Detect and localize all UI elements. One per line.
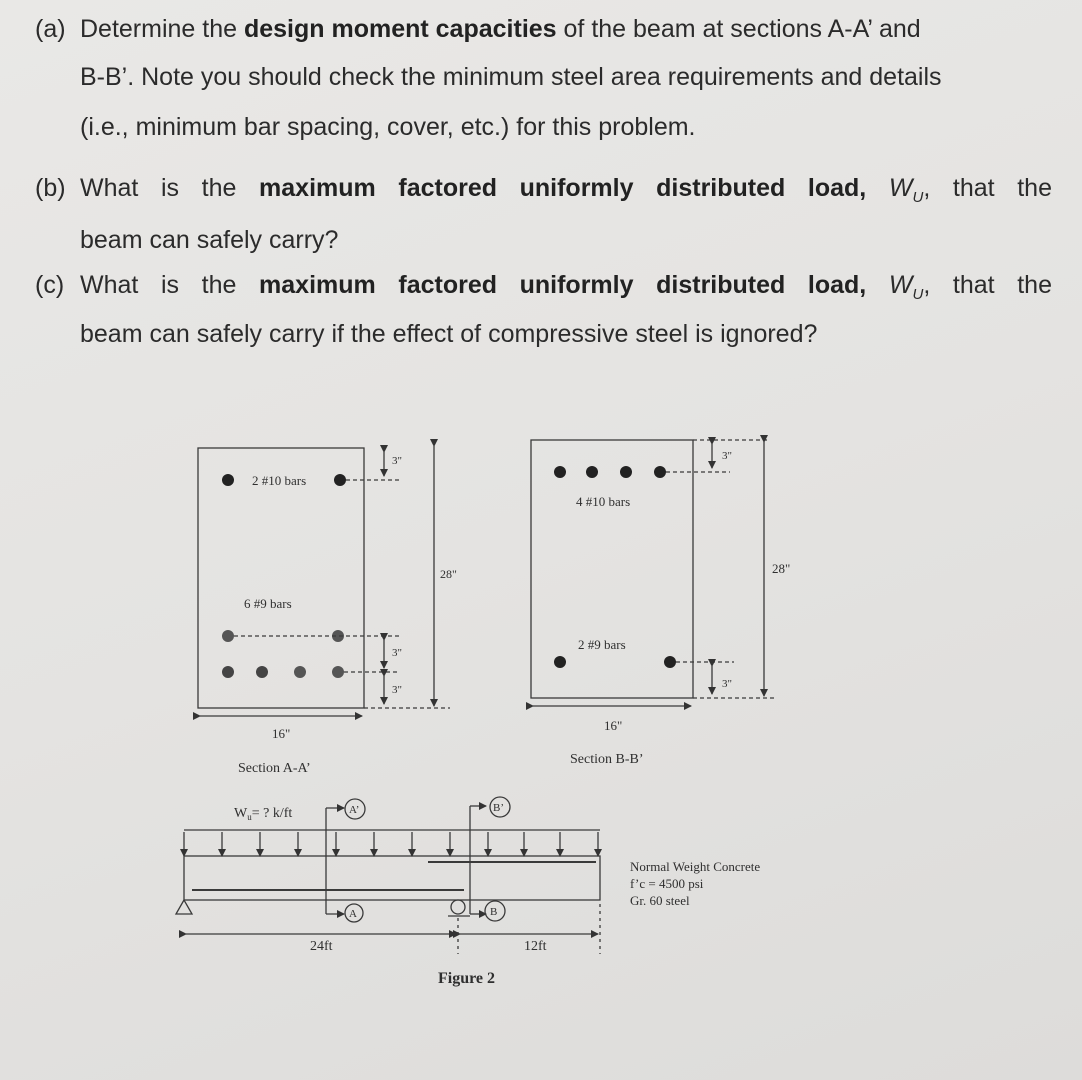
rebar-bottom — [664, 656, 676, 668]
rebar-top — [654, 466, 666, 478]
span-2-label: 12ft — [524, 939, 547, 954]
question-text-line: B-B’. Note you should check the minimum steel area requirements and details — [80, 63, 942, 91]
rebar-bottom — [256, 666, 268, 678]
rebar-top — [334, 474, 346, 486]
load-arrows — [184, 832, 598, 856]
label-cover-bot1-aa: 3" — [392, 647, 402, 659]
marker-a-top-label: A’ — [349, 804, 360, 816]
question-label: (a) — [35, 15, 66, 43]
label-cover-bot-bb: 3" — [722, 678, 732, 690]
pin-support — [176, 900, 192, 914]
rebar-bottom — [294, 666, 306, 678]
caption-section-bb: Section B-B’ — [570, 752, 644, 767]
caption-section-aa: Section A-A’ — [238, 761, 311, 776]
rebar-top — [620, 466, 632, 478]
label-width-bb: 16" — [604, 718, 623, 733]
marker-a-bot-label: A — [349, 908, 357, 920]
roller-support — [451, 900, 465, 914]
rebar-bottom — [332, 666, 344, 678]
question-label: (c) — [35, 271, 65, 299]
question-text-line: Determine the design moment capacities of the beam at sections A-A’ and — [80, 15, 921, 43]
section-aa — [198, 446, 450, 716]
label-depth-aa: 28" — [440, 567, 457, 581]
load-label: $W_u=$ ? k/ft — [234, 806, 293, 822]
rebar-bottom — [222, 666, 234, 678]
marker-b-bot-label: B — [490, 906, 498, 918]
section-bb — [531, 440, 776, 706]
material-concrete: Normal Weight Concrete — [630, 859, 761, 874]
rebar-bottom — [222, 630, 234, 642]
material-fc: f’c = 4500 psi — [630, 876, 704, 891]
material-steel: Gr. 60 steel — [630, 893, 690, 908]
label-cover-top-bb: 3" — [722, 450, 732, 462]
question-text-line: (i.e., minimum bar spacing, cover, etc.) for this problem. — [80, 113, 696, 141]
label-cover-top-aa: 3" — [392, 455, 402, 467]
label-bottom-bars-aa: 6 #9 bars — [244, 596, 292, 611]
question-text-line: What is the maximum factored uniformly distributed load, $W_U$, that the — [80, 174, 1052, 206]
question-text-line: beam can safely carry if the effect of compressive steel is ignored? — [80, 320, 818, 348]
label-depth-bb: 28" — [772, 561, 791, 576]
label-bottom-bars-bb: 2 #9 bars — [578, 637, 626, 652]
label-cover-bot2-aa: 3" — [392, 684, 402, 696]
rebar-top — [586, 466, 598, 478]
question-text-line: What is the maximum factored uniformly distributed load, $W_U$, that the — [80, 271, 1052, 303]
span-1-label: 24ft — [310, 939, 333, 954]
figure-caption: Figure 2 — [438, 970, 496, 987]
label-top-bars-bb: 4 #10 bars — [576, 494, 631, 509]
label-top-bars-aa: 2 #10 bars — [252, 473, 307, 488]
rebar-top — [222, 474, 234, 486]
rebar-bottom — [554, 656, 566, 668]
rebar-top — [554, 466, 566, 478]
question-label: (b) — [35, 174, 66, 202]
marker-b-top-label: B’ — [493, 802, 504, 814]
label-width-aa: 16" — [272, 726, 291, 741]
question-text-line: beam can safely carry? — [80, 226, 339, 254]
